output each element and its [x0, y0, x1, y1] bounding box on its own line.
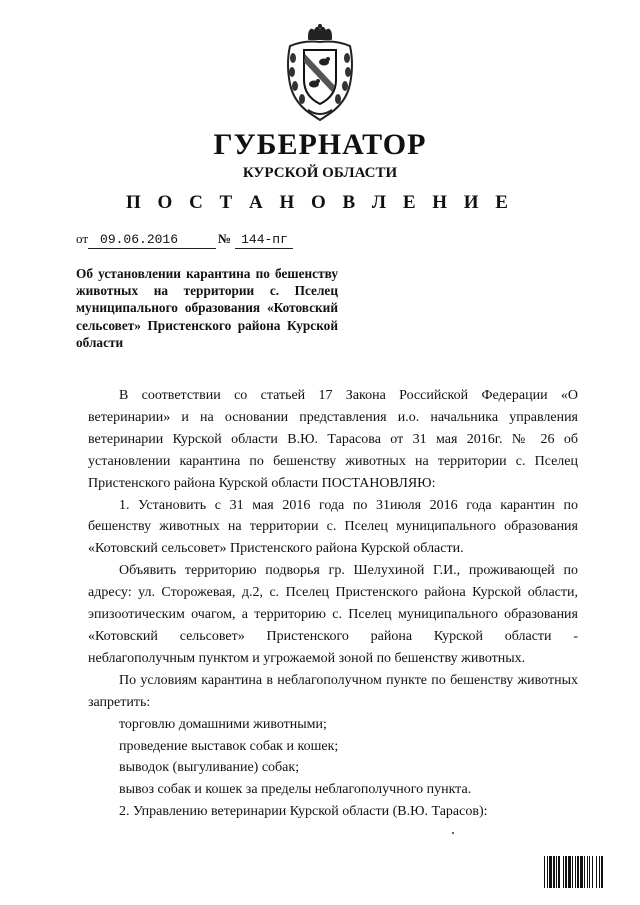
- prohibition-item: проведение выставок собак и кошек;: [119, 738, 339, 754]
- document-body: [88, 385, 578, 823]
- item-2-paragraph: 2. Управлению ветеринарии Курской области (В.Ю. Тарасов):: [119, 804, 488, 820]
- prohibition-item: торговлю домашними животными;: [119, 716, 327, 732]
- issuer-region: КУРСКОЙ ОБЛАСТИ: [242, 165, 398, 181]
- prohibition-intro: По условиям карантина в неблагополучном пункте по бешенству животных запретить:: [88, 672, 578, 710]
- barcode-icon: [543, 855, 625, 889]
- issuer-title: ГУБЕРНАТОР: [213, 128, 427, 161]
- date-number-line: [76, 231, 293, 249]
- document-date: 09.06.2016: [88, 232, 216, 249]
- prohibition-item: вывоз собак и кошек за пределы неблагополучного пункта.: [119, 782, 472, 798]
- prohibition-item: выводок (выгуливание) собак;: [119, 760, 300, 776]
- scan-speck: [452, 832, 454, 834]
- declaration-paragraph: Объявить территорию подворья гр. Шелухиной Г.И., проживающей по адресу: ул. Сторожевая, д.2, с. Пселец Пристенского района Курской области, эпизоотическим очагом, а территорию с. Пселец муниципального образования «Котовский сельсовет» Пристенского района Курской области - неблагополучным пунктом и угрожаемой зоной по бешенству животных.: [88, 563, 578, 666]
- item-1-paragraph: 1. Установить с 31 мая 2016 года по 31июля 2016 года карантин по бешенству животных на территории с. Пселец муниципального образования «Котовский сельсовет» Пристенского района Курской области.: [88, 497, 578, 557]
- document-number: 144-пг: [235, 232, 293, 249]
- document-subject: Об установлении карантина по бешенству животных на территории с. Пселец муниципального образования «Котовский сельсовет» Пристенского района Курской области: [76, 266, 338, 350]
- document-type: П О С Т А Н О В Л Е Н И Е: [126, 192, 514, 213]
- kursk-coat-of-arms-icon: [284, 24, 356, 124]
- preamble-paragraph: В соответствии со статьей 17 Закона Российской Федерации «О ветеринарии» и на основании представления и.о. начальника управления ветеринарии Курской области В.Ю. Тарасова от 31 мая 2016г. № 26 об установлении карантина по бешенству животных на территории с. Пселец Пристенского района Курской области ПОСТАНОВЛЯЮ:: [88, 388, 578, 491]
- date-prefix: от: [76, 231, 89, 246]
- number-sign: №: [218, 231, 232, 246]
